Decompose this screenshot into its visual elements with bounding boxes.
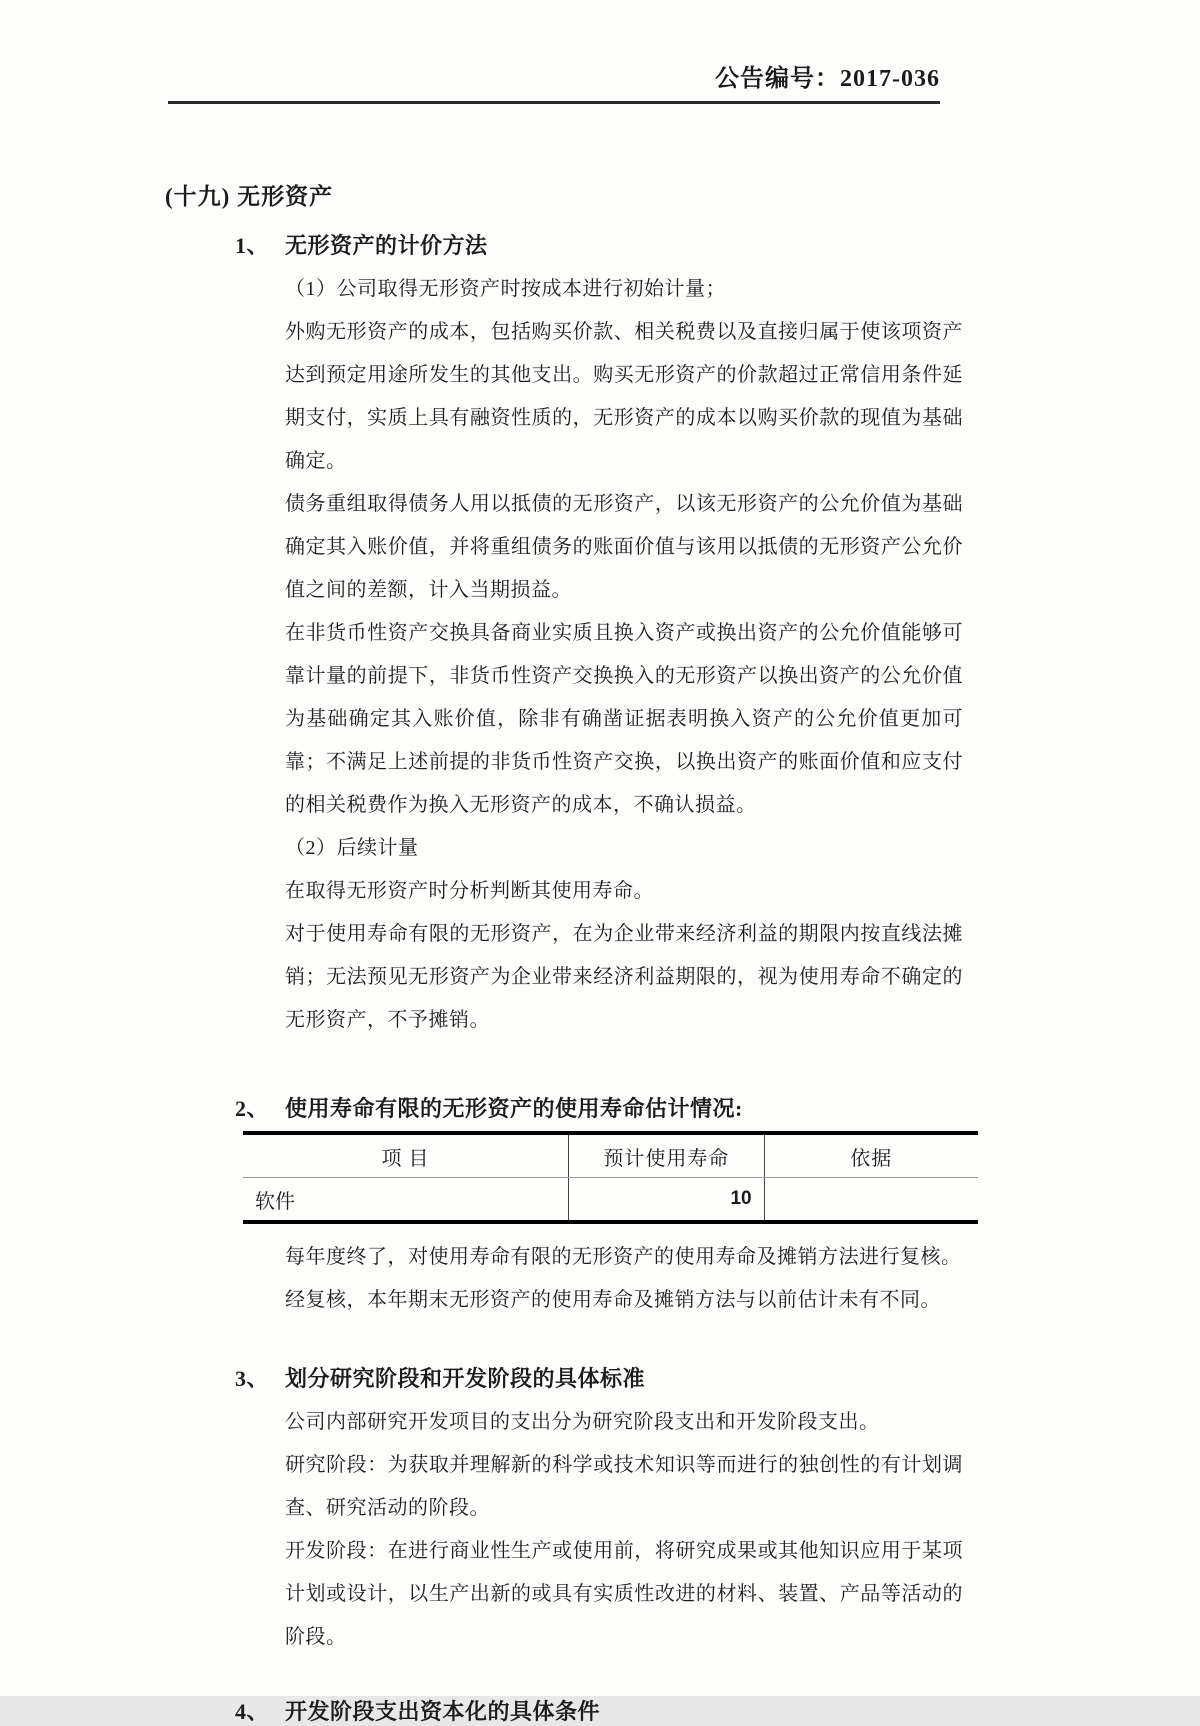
paragraph: （2）后续计量	[285, 837, 419, 859]
subsection-3-heading	[235, 1362, 1200, 1393]
paragraph: 研究阶段：为获取并理解新的科学或技术知识等而进行的独创性的有计划调查、研究活动的阶段。	[285, 1454, 963, 1519]
subsection-2-number: 2、	[235, 1096, 270, 1121]
table-header-basis: 依据	[764, 1133, 978, 1178]
subsection-1-body	[285, 268, 963, 1042]
useful-life-table	[243, 1131, 978, 1224]
paragraph: 在非货币性资产交换具备商业实质且换入资产或换出资产的公允价值能够可靠计量的前提下，非货币性资产交换换入的无形资产以换出资产的公允价值为基础确定其入账价值，除非有确凿证据表明换入资产的公允价值更加可靠；不满足上述前提的非货币性资产交换，以换出资产的账面价值和应支付的相关税费作为换入无形资产的成本，不确认损益。	[285, 622, 963, 816]
subsection-4-title: 开发阶段支出资本化的具体条件	[285, 1699, 601, 1724]
paragraph: 公司内部研究开发项目的支出分为研究阶段支出和开发阶段支出。	[285, 1411, 880, 1433]
paragraph: 在取得无形资产时分析判断其使用寿命。	[285, 880, 654, 902]
table-cell-life: 10	[569, 1178, 765, 1223]
table-header-row	[243, 1133, 978, 1178]
header-rule	[168, 101, 940, 104]
subsection-3-number: 3、	[235, 1366, 270, 1391]
paragraph: 开发阶段：在进行商业性生产或使用前，将研究成果或其他知识应用于某项计划或设计，以生产出新的或具有实质性改进的材料、装置、产品等活动的阶段。	[285, 1540, 963, 1648]
subsection-1-number: 1、	[235, 233, 270, 258]
paragraph: 每年度终了，对使用寿命有限的无形资产的使用寿命及摊销方法进行复核。	[285, 1246, 962, 1268]
subsection-4-number: 4、	[235, 1699, 270, 1724]
table-header-item: 项 目	[243, 1133, 569, 1178]
subsection-2-title: 使用寿命有限的无形资产的使用寿命估计情况:	[285, 1096, 743, 1121]
paragraph: 外购无形资产的成本，包括购买价款、相关税费以及直接归属于使该项资产达到预定用途所发生的其他支出。购买无形资产的价款超过正常信用条件延期支付，实质上具有融资性质的，无形资产的成本以购买价款的现值为基础确定。	[285, 321, 963, 472]
notice-number: 公告编号：2017-036	[715, 66, 940, 92]
subsection-2-heading	[235, 1092, 1200, 1123]
subsection-2-body	[285, 1236, 963, 1322]
table-row	[243, 1178, 978, 1223]
table-cell-basis	[764, 1178, 978, 1223]
subsection-3-body	[285, 1401, 963, 1659]
table-cell-item: 软件	[255, 1190, 295, 1213]
subsection-1-heading	[235, 229, 1200, 260]
table-header-life: 预计使用寿命	[569, 1133, 765, 1178]
page-header	[168, 0, 940, 93]
subsection-3-title: 划分研究阶段和开发阶段的具体标准	[285, 1366, 646, 1391]
paragraph: 对于使用寿命有限的无形资产，在为企业带来经济利益的期限内按直线法摊销；无法预见无形资产为企业带来经济利益期限的，视为使用寿命不确定的无形资产，不予摊销。	[285, 923, 963, 1031]
paragraph: 债务重组取得债务人用以抵债的无形资产，以该无形资产的公允价值为基础确定其入账价值，并将重组债务的账面价值与该用以抵债的无形资产公允价值之间的差额，计入当期损益。	[285, 493, 963, 601]
subsection-4-heading	[235, 1695, 1200, 1726]
section-title: (十九) 无形资产	[165, 184, 334, 209]
paragraph: （1）公司取得无形资产时按成本进行初始计量；	[285, 278, 726, 300]
paragraph: 经复核，本年期末无形资产的使用寿命及摊销方法与以前估计未有不同。	[285, 1289, 941, 1311]
subsection-1-title: 无形资产的计价方法	[285, 233, 488, 258]
